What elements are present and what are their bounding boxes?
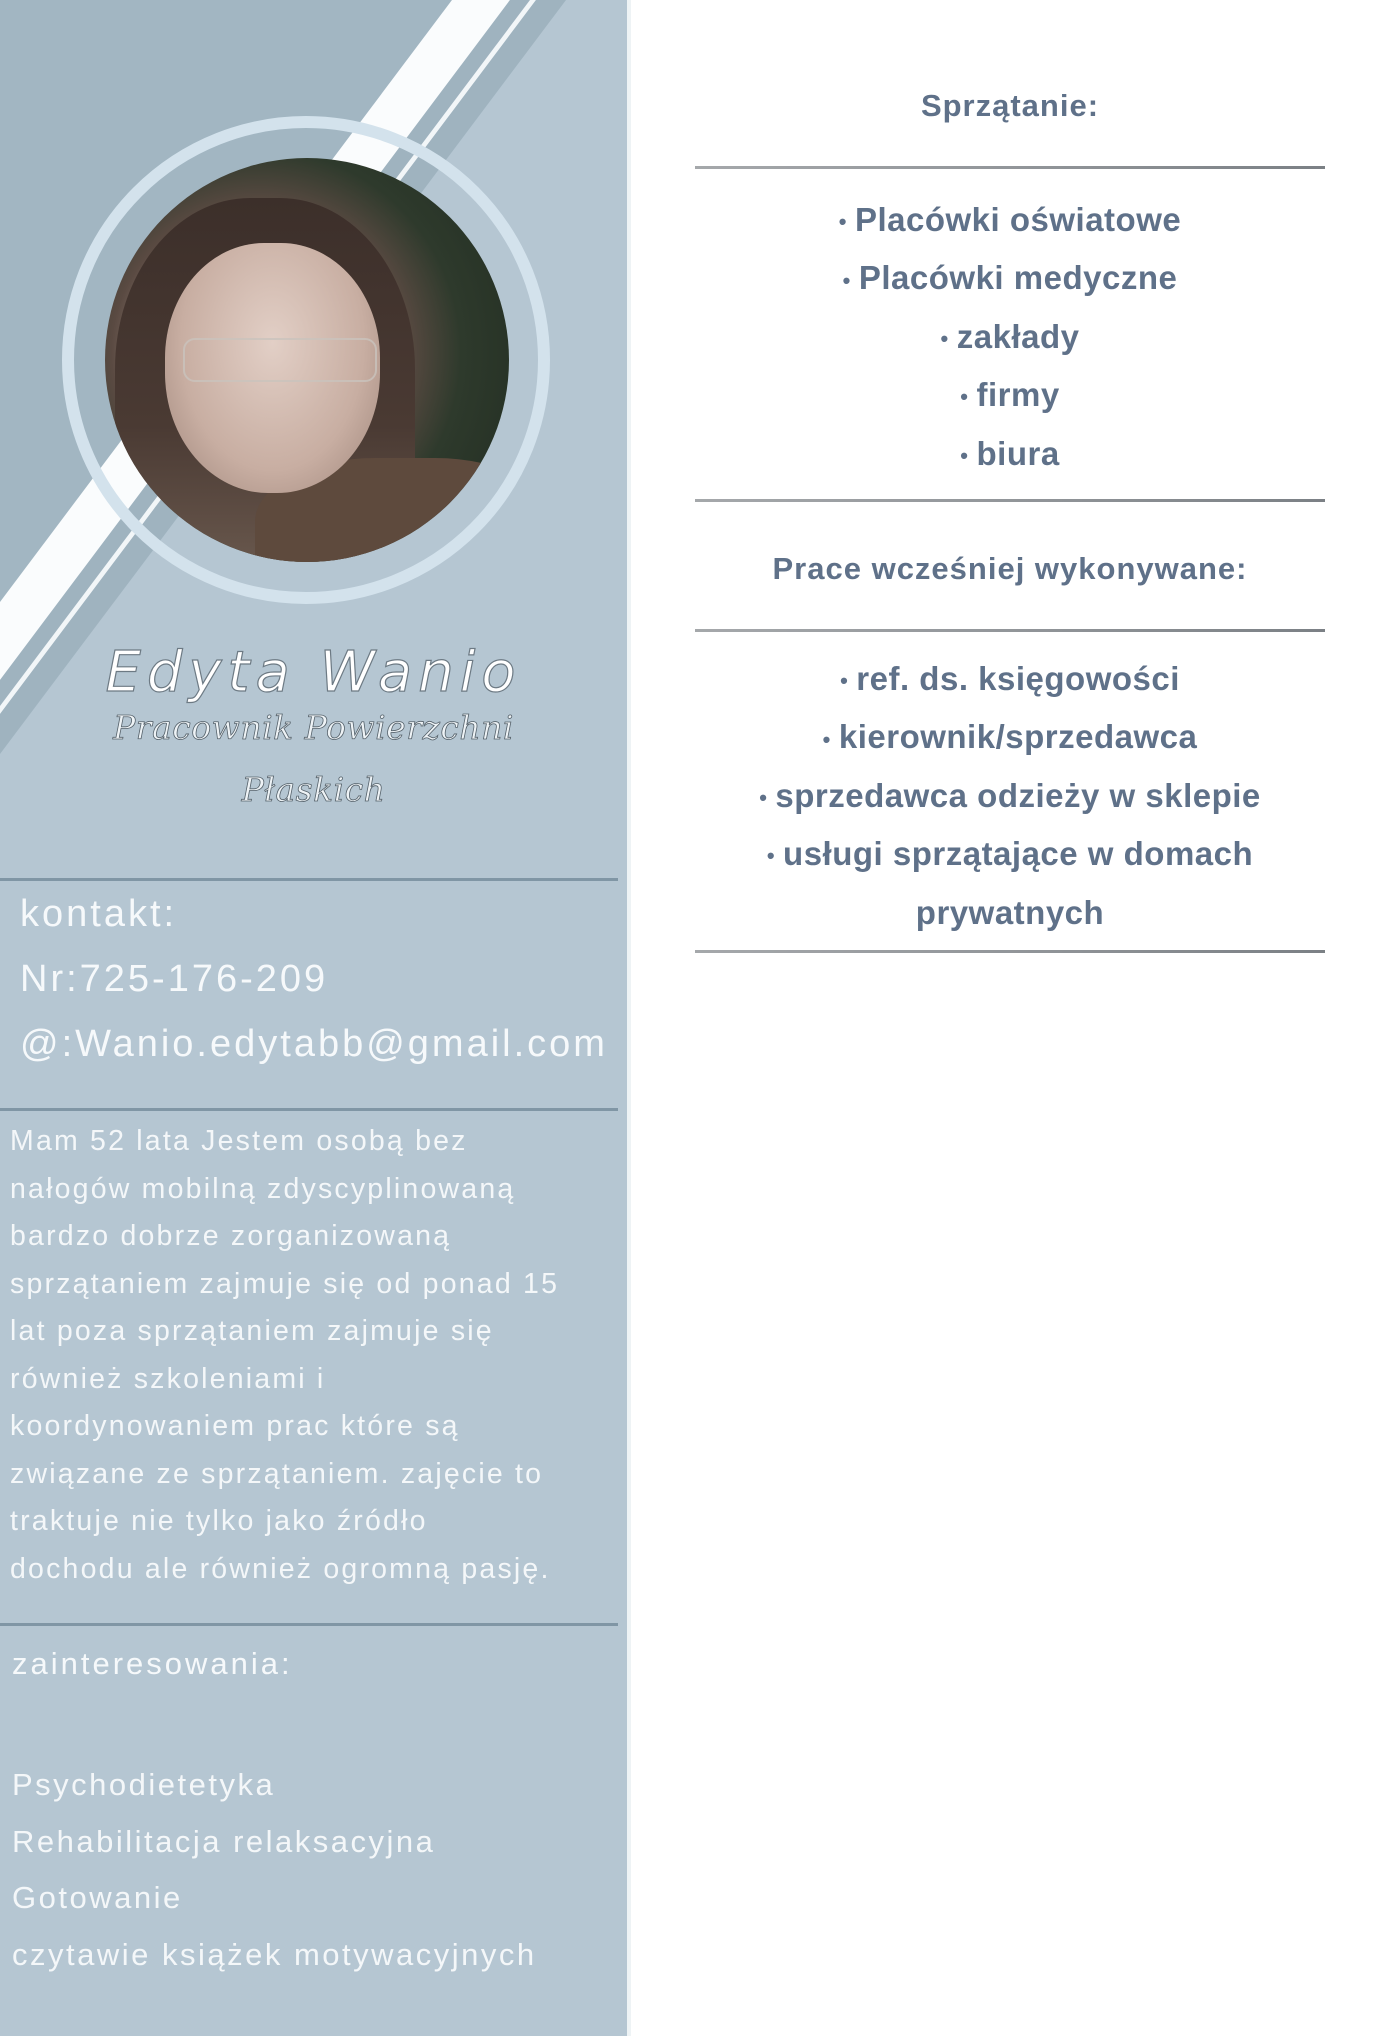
divider: [0, 878, 618, 881]
interests-label: zainteresowania:: [12, 1646, 293, 1681]
bullet-icon: •: [842, 267, 851, 293]
list-item: [695, 768, 1325, 826]
section-heading-cleaning: Sprzątanie:: [920, 88, 1100, 123]
bio-line: bardzo dobrze zorganizowaną: [10, 1220, 452, 1252]
list-item-label: Placówki medyczne: [858, 259, 1178, 297]
divider: [0, 1108, 618, 1111]
list-item: [695, 826, 1325, 884]
section-heading-previous-jobs: Prace wcześniej wykonywane:: [772, 551, 1248, 586]
list-item: [695, 709, 1325, 767]
list-item: czytawie książek motywacyjnych: [12, 1936, 537, 1972]
bio-line: traktuje nie tylko jako źródło: [10, 1505, 428, 1537]
bio-line: związane ze sprzątaniem. zajęcie to: [10, 1457, 544, 1490]
bullet-icon: •: [838, 209, 847, 235]
list-item: [695, 651, 1325, 709]
list-item: Gotowanie: [12, 1880, 183, 1915]
cleaning-list: [695, 192, 1325, 484]
panel-edge: [627, 0, 631, 2036]
bullet-icon: •: [840, 668, 849, 694]
photo-detail: [183, 338, 377, 382]
bio-line: Mam 52 lata Jestem osobą bez: [10, 1125, 468, 1157]
list-item: [695, 309, 1325, 367]
bullet-icon: •: [960, 442, 969, 468]
divider: [695, 629, 1325, 632]
list-item-label: ref. ds. księgowości: [856, 660, 1180, 697]
list-item-label: prywatnych: [915, 893, 1105, 931]
interests-list: [12, 1757, 537, 1983]
divider: [695, 166, 1325, 169]
list-item: [695, 367, 1325, 425]
profile-title-line1: Pracownik Powierzchni: [113, 708, 514, 747]
bullet-icon: •: [759, 784, 768, 810]
bullet-icon: •: [822, 726, 831, 752]
bio-text: [10, 1118, 620, 1593]
sidebar-panel: [0, 0, 627, 2036]
list-item-continuation: [695, 885, 1325, 941]
bio-line: dochodu ale również ogromną pasję.: [10, 1552, 551, 1585]
previous-jobs-list: [695, 651, 1325, 941]
list-item-label: biura: [976, 434, 1060, 472]
list-item-label: Placówki oświatowe: [854, 201, 1182, 238]
profile-name: Edyta Wanio: [105, 640, 522, 705]
contact-label: kontakt:: [20, 893, 178, 935]
divider: [0, 1623, 618, 1626]
bullet-icon: •: [940, 325, 949, 351]
list-item-label: firmy: [976, 376, 1060, 414]
contact-phone[interactable]: Nr:725-176-209: [20, 958, 329, 1000]
bio-line: również szkoleniami i: [10, 1362, 326, 1395]
contact-email[interactable]: @:Wanio.edytabb@gmail.com: [20, 1023, 608, 1065]
profile-title-line2: Płaskich: [241, 770, 386, 809]
bullet-icon: •: [960, 384, 969, 410]
list-item: Rehabilitacja relaksacyjna: [12, 1823, 436, 1859]
bio-line: lat poza sprzątaniem zajmuje się: [10, 1315, 494, 1347]
bio-line: koordynowaniem prac które są: [10, 1410, 460, 1442]
bio-line: sprzątaniem zajmuje się od ponad 15: [10, 1267, 560, 1300]
list-item-label: usługi sprzątające w domach: [783, 835, 1254, 873]
list-item: Psychodietetyka: [12, 1767, 276, 1802]
list-item: [695, 426, 1325, 484]
bio-line: nałogów mobilną zdyscyplinowaną: [10, 1172, 516, 1205]
list-item: [695, 192, 1325, 250]
avatar: [105, 158, 509, 562]
bullet-icon: •: [766, 843, 776, 869]
divider: [695, 950, 1325, 953]
list-item-label: zakłady: [956, 317, 1080, 355]
list-item: [695, 250, 1325, 308]
list-item-label: sprzedawca odzieży w sklepie: [775, 776, 1261, 814]
list-item-label: kierownik/sprzedawca: [838, 718, 1198, 756]
divider: [695, 499, 1325, 502]
